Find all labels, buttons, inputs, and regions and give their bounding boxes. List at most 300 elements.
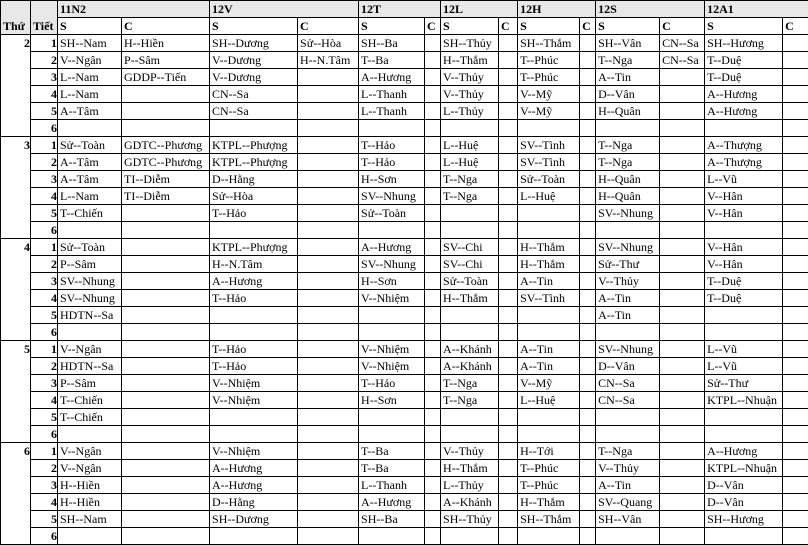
timetable-cell[interactable]: SH--Thủy: [441, 35, 499, 52]
timetable-cell[interactable]: [580, 52, 596, 69]
timetable-cell[interactable]: [783, 460, 808, 477]
timetable-cell[interactable]: [660, 222, 705, 239]
timetable-cell[interactable]: V--Nhiệm: [359, 341, 425, 358]
timetable-cell[interactable]: [580, 426, 596, 443]
timetable-cell[interactable]: [499, 188, 518, 205]
timetable-cell[interactable]: HDTN--Sa: [58, 358, 122, 375]
timetable-cell[interactable]: [359, 409, 425, 426]
period-number-cell[interactable]: 1: [31, 341, 58, 358]
timetable-cell[interactable]: A--Hương: [705, 103, 783, 120]
timetable-cell[interactable]: [425, 52, 441, 69]
timetable-cell[interactable]: [425, 358, 441, 375]
timetable-cell[interactable]: V--Hân: [705, 256, 783, 273]
timetable-cell[interactable]: HDTN--Sa: [58, 307, 122, 324]
timetable-cell[interactable]: [499, 154, 518, 171]
timetable-cell[interactable]: [518, 409, 580, 426]
timetable-cell[interactable]: [783, 477, 808, 494]
timetable-cell[interactable]: T--Nga: [441, 188, 499, 205]
timetable-cell[interactable]: P--Sâm: [122, 52, 210, 69]
timetable-cell[interactable]: [660, 256, 705, 273]
timetable-cell[interactable]: [441, 528, 499, 545]
class-header-12h[interactable]: 12H: [518, 1, 596, 18]
timetable-cell[interactable]: [425, 477, 441, 494]
timetable-cell[interactable]: [499, 375, 518, 392]
timetable-cell[interactable]: [298, 528, 359, 545]
period-number-cell[interactable]: 3: [31, 273, 58, 290]
timetable-cell[interactable]: V--Ngân: [58, 443, 122, 460]
timetable-cell[interactable]: [580, 392, 596, 409]
timetable-cell[interactable]: [783, 307, 808, 324]
timetable-cell[interactable]: [298, 188, 359, 205]
timetable-cell[interactable]: A--Khánh: [441, 341, 499, 358]
timetable-cell[interactable]: L--Vũ: [705, 341, 783, 358]
timetable-cell[interactable]: L--Thanh: [359, 103, 425, 120]
timetable-cell[interactable]: [298, 69, 359, 86]
timetable-cell[interactable]: [210, 426, 298, 443]
timetable-cell[interactable]: [425, 392, 441, 409]
timetable-cell[interactable]: SV--Tình: [518, 154, 580, 171]
timetable-cell[interactable]: [580, 358, 596, 375]
day-cell[interactable]: 4: [1, 239, 31, 341]
timetable-cell[interactable]: L--Huệ: [441, 154, 499, 171]
timetable-cell[interactable]: [298, 273, 359, 290]
timetable-cell[interactable]: [499, 477, 518, 494]
timetable-cell[interactable]: V--Nhiệm: [359, 358, 425, 375]
timetable-cell[interactable]: [499, 171, 518, 188]
timetable-cell[interactable]: Sử--Thư: [705, 375, 783, 392]
timetable-cell[interactable]: [596, 426, 660, 443]
timetable-cell[interactable]: [660, 477, 705, 494]
period-number-cell[interactable]: 3: [31, 69, 58, 86]
timetable-cell[interactable]: [580, 137, 596, 154]
timetable-cell[interactable]: [298, 477, 359, 494]
timetable-cell[interactable]: [298, 154, 359, 171]
timetable-cell[interactable]: [425, 171, 441, 188]
timetable-cell[interactable]: SH--Vân: [596, 35, 660, 52]
timetable-cell[interactable]: L--Vũ: [705, 171, 783, 188]
timetable-cell[interactable]: [660, 239, 705, 256]
timetable-cell[interactable]: [425, 341, 441, 358]
timetable-cell[interactable]: A--Tin: [596, 307, 660, 324]
timetable-cell[interactable]: [705, 409, 783, 426]
timetable-cell[interactable]: T--Ba: [359, 52, 425, 69]
timetable-cell[interactable]: T--Phúc: [518, 477, 580, 494]
timetable-cell[interactable]: [783, 443, 808, 460]
timetable-cell[interactable]: SH--Vân: [596, 511, 660, 528]
timetable-cell[interactable]: T--Phúc: [518, 460, 580, 477]
timetable-cell[interactable]: [298, 86, 359, 103]
timetable-cell[interactable]: [705, 120, 783, 137]
timetable-cell[interactable]: [441, 222, 499, 239]
timetable-cell[interactable]: [298, 341, 359, 358]
timetable-cell[interactable]: [499, 426, 518, 443]
timetable-cell[interactable]: V--Ngân: [58, 460, 122, 477]
session-s-12h[interactable]: S: [518, 18, 580, 35]
timetable-cell[interactable]: Sử--Hòa: [298, 35, 359, 52]
timetable-cell[interactable]: [122, 375, 210, 392]
timetable-cell[interactable]: H--Quân: [596, 103, 660, 120]
timetable-cell[interactable]: [518, 324, 580, 341]
session-c-12a1[interactable]: C: [783, 18, 808, 35]
timetable-cell[interactable]: [783, 171, 808, 188]
timetable-cell[interactable]: [660, 307, 705, 324]
timetable-cell[interactable]: [122, 392, 210, 409]
timetable-cell[interactable]: SV--Nhung: [596, 341, 660, 358]
timetable-cell[interactable]: [441, 120, 499, 137]
timetable-cell[interactable]: CN--Sa: [660, 52, 705, 69]
timetable-cell[interactable]: T--Hảo: [359, 375, 425, 392]
timetable-cell[interactable]: [783, 137, 808, 154]
timetable-cell[interactable]: SH--Thủy: [441, 511, 499, 528]
timetable-cell[interactable]: [441, 324, 499, 341]
timetable-cell[interactable]: [122, 222, 210, 239]
timetable-cell[interactable]: [425, 443, 441, 460]
timetable-cell[interactable]: [298, 171, 359, 188]
session-s-12l[interactable]: S: [441, 18, 499, 35]
timetable-cell[interactable]: Sử--Toàn: [58, 137, 122, 154]
timetable-cell[interactable]: [425, 120, 441, 137]
timetable-cell[interactable]: [580, 460, 596, 477]
timetable-cell[interactable]: A--Tin: [596, 477, 660, 494]
period-number-cell[interactable]: 2: [31, 460, 58, 477]
timetable-cell[interactable]: [518, 528, 580, 545]
timetable-cell[interactable]: [499, 494, 518, 511]
period-number-cell[interactable]: 3: [31, 477, 58, 494]
timetable-cell[interactable]: T--Hảo: [359, 137, 425, 154]
timetable-cell[interactable]: [783, 103, 808, 120]
timetable-cell[interactable]: [783, 392, 808, 409]
timetable-cell[interactable]: [580, 188, 596, 205]
period-number-cell[interactable]: 2: [31, 52, 58, 69]
timetable-cell[interactable]: T--Nga: [441, 392, 499, 409]
timetable-cell[interactable]: [499, 69, 518, 86]
timetable-cell[interactable]: [425, 154, 441, 171]
timetable-cell[interactable]: CN--Sa: [596, 375, 660, 392]
timetable-cell[interactable]: SV--Nhung: [359, 188, 425, 205]
timetable-cell[interactable]: H--Hiền: [122, 35, 210, 52]
period-number-cell[interactable]: 1: [31, 443, 58, 460]
timetable-cell[interactable]: V--Hân: [705, 205, 783, 222]
timetable-cell[interactable]: [499, 392, 518, 409]
timetable-cell[interactable]: [518, 426, 580, 443]
timetable-cell[interactable]: V--Nhiệm: [359, 290, 425, 307]
timetable-cell[interactable]: T--Chiến: [58, 392, 122, 409]
timetable-cell[interactable]: [122, 205, 210, 222]
timetable-cell[interactable]: [298, 460, 359, 477]
period-number-cell[interactable]: 6: [31, 222, 58, 239]
timetable-cell[interactable]: SH--Thắm: [518, 511, 580, 528]
timetable-cell[interactable]: A--Hương: [359, 69, 425, 86]
timetable-cell[interactable]: [660, 290, 705, 307]
timetable-cell[interactable]: [58, 426, 122, 443]
timetable-cell[interactable]: [499, 290, 518, 307]
class-header-12v[interactable]: 12V: [210, 1, 359, 18]
timetable-cell[interactable]: [499, 86, 518, 103]
period-number-cell[interactable]: 1: [31, 35, 58, 52]
timetable-cell[interactable]: Sử--Toàn: [58, 239, 122, 256]
timetable-cell[interactable]: [705, 222, 783, 239]
timetable-cell[interactable]: [298, 494, 359, 511]
session-c-12t[interactable]: C: [425, 18, 441, 35]
timetable-cell[interactable]: A--Thượng: [705, 154, 783, 171]
timetable-cell[interactable]: [660, 528, 705, 545]
timetable-cell[interactable]: [122, 528, 210, 545]
timetable-cell[interactable]: [298, 256, 359, 273]
timetable-cell[interactable]: [425, 528, 441, 545]
timetable-cell[interactable]: [58, 120, 122, 137]
timetable-cell[interactable]: [660, 154, 705, 171]
timetable-cell[interactable]: L--Nam: [58, 188, 122, 205]
timetable-cell[interactable]: [425, 273, 441, 290]
timetable-cell[interactable]: V--Mỹ: [518, 86, 580, 103]
timetable-cell[interactable]: T--Hảo: [210, 358, 298, 375]
timetable-cell[interactable]: [580, 120, 596, 137]
timetable-cell[interactable]: GDTC--Phương: [122, 137, 210, 154]
timetable-cell[interactable]: [359, 222, 425, 239]
timetable-cell[interactable]: [580, 154, 596, 171]
timetable-cell[interactable]: [425, 188, 441, 205]
timetable-cell[interactable]: [783, 341, 808, 358]
timetable-cell[interactable]: L--Huệ: [518, 392, 580, 409]
timetable-cell[interactable]: P--Sâm: [58, 256, 122, 273]
timetable-cell[interactable]: A--Tâm: [58, 103, 122, 120]
timetable-cell[interactable]: [499, 120, 518, 137]
timetable-cell[interactable]: [425, 426, 441, 443]
timetable-cell[interactable]: [499, 460, 518, 477]
timetable-cell[interactable]: [660, 409, 705, 426]
timetable-cell[interactable]: [122, 256, 210, 273]
timetable-cell[interactable]: SV--Nhung: [58, 273, 122, 290]
timetable-cell[interactable]: T--Nga: [441, 375, 499, 392]
period-number-cell[interactable]: 6: [31, 426, 58, 443]
timetable-cell[interactable]: D--Vân: [705, 477, 783, 494]
timetable-cell[interactable]: H--Quân: [596, 188, 660, 205]
timetable-cell[interactable]: [580, 273, 596, 290]
timetable-cell[interactable]: [660, 426, 705, 443]
timetable-cell[interactable]: H--Thắm: [441, 290, 499, 307]
timetable-cell[interactable]: [783, 409, 808, 426]
period-number-cell[interactable]: 6: [31, 120, 58, 137]
timetable-cell[interactable]: [425, 137, 441, 154]
timetable-cell[interactable]: [210, 409, 298, 426]
timetable-cell[interactable]: H--Sơn: [359, 273, 425, 290]
day-cell[interactable]: 3: [1, 137, 31, 239]
timetable-cell[interactable]: A--Hương: [359, 239, 425, 256]
timetable-cell[interactable]: [298, 290, 359, 307]
timetable-cell[interactable]: [596, 409, 660, 426]
timetable-cell[interactable]: [783, 120, 808, 137]
timetable-cell[interactable]: A--Tâm: [58, 154, 122, 171]
timetable-cell[interactable]: [425, 35, 441, 52]
timetable-cell[interactable]: H--N.Tâm: [298, 52, 359, 69]
timetable-cell[interactable]: [298, 409, 359, 426]
timetable-cell[interactable]: [580, 324, 596, 341]
timetable-cell[interactable]: [298, 426, 359, 443]
timetable-cell[interactable]: [298, 511, 359, 528]
timetable-cell[interactable]: [441, 426, 499, 443]
period-number-cell[interactable]: 4: [31, 188, 58, 205]
timetable-cell[interactable]: D--Hằng: [210, 171, 298, 188]
period-number-cell[interactable]: 5: [31, 205, 58, 222]
timetable-cell[interactable]: [122, 86, 210, 103]
timetable-cell[interactable]: [122, 341, 210, 358]
timetable-cell[interactable]: [499, 358, 518, 375]
timetable-cell[interactable]: SH--Nam: [58, 511, 122, 528]
timetable-cell[interactable]: TI--Diễm: [122, 171, 210, 188]
timetable-cell[interactable]: [359, 307, 425, 324]
timetable-cell[interactable]: [580, 86, 596, 103]
timetable-cell[interactable]: SV--Tình: [518, 290, 580, 307]
timetable-cell[interactable]: [705, 528, 783, 545]
period-number-cell[interactable]: 5: [31, 409, 58, 426]
timetable-cell[interactable]: [499, 511, 518, 528]
timetable-cell[interactable]: T--Nga: [596, 443, 660, 460]
timetable-cell[interactable]: [122, 443, 210, 460]
timetable-cell[interactable]: SV--Nhung: [359, 256, 425, 273]
timetable-cell[interactable]: SH--Ba: [359, 511, 425, 528]
day-cell[interactable]: 6: [1, 443, 31, 545]
timetable-cell[interactable]: [783, 188, 808, 205]
timetable-cell[interactable]: [499, 528, 518, 545]
timetable-cell[interactable]: [425, 69, 441, 86]
session-c-12v[interactable]: C: [298, 18, 359, 35]
timetable-cell[interactable]: [783, 239, 808, 256]
session-c-12l[interactable]: C: [499, 18, 518, 35]
timetable-cell[interactable]: [425, 324, 441, 341]
timetable-cell[interactable]: Sử--Thư: [596, 256, 660, 273]
timetable-cell[interactable]: [596, 222, 660, 239]
timetable-cell[interactable]: [58, 324, 122, 341]
timetable-cell[interactable]: [580, 171, 596, 188]
timetable-cell[interactable]: [660, 103, 705, 120]
header-thu[interactable]: Thứ: [1, 1, 31, 35]
timetable-cell[interactable]: SH--Nam: [58, 35, 122, 52]
timetable-cell[interactable]: H--Thắm: [518, 239, 580, 256]
timetable-cell[interactable]: [122, 103, 210, 120]
period-number-cell[interactable]: 3: [31, 171, 58, 188]
period-number-cell[interactable]: 1: [31, 137, 58, 154]
timetable-cell[interactable]: L--Thủy: [441, 477, 499, 494]
class-header-12s[interactable]: 12S: [596, 1, 705, 18]
timetable-cell[interactable]: SV--Chi: [441, 239, 499, 256]
timetable-cell[interactable]: KTPL--Nhuận: [705, 460, 783, 477]
timetable-cell[interactable]: H--Hiền: [58, 494, 122, 511]
timetable-cell[interactable]: [441, 307, 499, 324]
timetable-cell[interactable]: T--Chiến: [58, 409, 122, 426]
timetable-cell[interactable]: [660, 494, 705, 511]
timetable-cell[interactable]: [499, 409, 518, 426]
timetable-cell[interactable]: [359, 324, 425, 341]
timetable-cell[interactable]: [783, 375, 808, 392]
timetable-cell[interactable]: T--Nga: [441, 171, 499, 188]
timetable-cell[interactable]: [499, 256, 518, 273]
timetable-cell[interactable]: [441, 205, 499, 222]
timetable-cell[interactable]: [122, 290, 210, 307]
timetable-cell[interactable]: [210, 120, 298, 137]
period-number-cell[interactable]: 3: [31, 375, 58, 392]
timetable-cell[interactable]: [783, 511, 808, 528]
timetable-cell[interactable]: D--Vân: [705, 494, 783, 511]
timetable-cell[interactable]: T--Nga: [596, 52, 660, 69]
timetable-cell[interactable]: [122, 409, 210, 426]
timetable-cell[interactable]: [783, 256, 808, 273]
timetable-cell[interactable]: [210, 307, 298, 324]
header-tiet[interactable]: Tiết: [31, 1, 58, 35]
timetable-cell[interactable]: SV--Nhung: [596, 239, 660, 256]
timetable-cell[interactable]: T--Duệ: [705, 69, 783, 86]
timetable-cell[interactable]: [499, 307, 518, 324]
timetable-cell[interactable]: [122, 358, 210, 375]
timetable-cell[interactable]: V--Dương: [210, 52, 298, 69]
timetable-cell[interactable]: [596, 528, 660, 545]
timetable-cell[interactable]: [210, 528, 298, 545]
timetable-cell[interactable]: V--Mỹ: [518, 103, 580, 120]
period-number-cell[interactable]: 2: [31, 358, 58, 375]
timetable-cell[interactable]: V--Thủy: [441, 443, 499, 460]
timetable-cell[interactable]: [783, 69, 808, 86]
timetable-cell[interactable]: GDDP--Tiến: [122, 69, 210, 86]
timetable-cell[interactable]: T--Hảo: [210, 341, 298, 358]
period-number-cell[interactable]: 5: [31, 511, 58, 528]
timetable-cell[interactable]: V--Thủy: [596, 273, 660, 290]
timetable-cell[interactable]: KTPL--Phượng: [210, 154, 298, 171]
timetable-cell[interactable]: H--Thắm: [441, 460, 499, 477]
timetable-cell[interactable]: [122, 426, 210, 443]
timetable-cell[interactable]: [783, 324, 808, 341]
session-c-12h[interactable]: C: [580, 18, 596, 35]
period-number-cell[interactable]: 4: [31, 290, 58, 307]
timetable-cell[interactable]: A--Tin: [596, 290, 660, 307]
timetable-cell[interactable]: SV--Quang: [596, 494, 660, 511]
timetable-cell[interactable]: [425, 222, 441, 239]
timetable-cell[interactable]: H--Sơn: [359, 392, 425, 409]
timetable-cell[interactable]: SH--Dương: [210, 511, 298, 528]
timetable-cell[interactable]: [580, 205, 596, 222]
timetable-cell[interactable]: A--Khánh: [441, 358, 499, 375]
timetable-cell[interactable]: [499, 273, 518, 290]
timetable-cell[interactable]: T--Duệ: [705, 273, 783, 290]
timetable-cell[interactable]: [298, 307, 359, 324]
period-number-cell[interactable]: 5: [31, 103, 58, 120]
timetable-cell[interactable]: [425, 205, 441, 222]
timetable-cell[interactable]: [499, 239, 518, 256]
timetable-cell[interactable]: [660, 341, 705, 358]
timetable-cell[interactable]: SV--Tình: [518, 137, 580, 154]
timetable-cell[interactable]: A--Hương: [359, 494, 425, 511]
timetable-cell[interactable]: A--Tin: [518, 358, 580, 375]
timetable-cell[interactable]: T--Duệ: [705, 52, 783, 69]
timetable-cell[interactable]: [425, 86, 441, 103]
timetable-cell[interactable]: [580, 494, 596, 511]
timetable-cell[interactable]: A--Tin: [518, 341, 580, 358]
timetable-cell[interactable]: [425, 511, 441, 528]
timetable-cell[interactable]: [210, 324, 298, 341]
timetable-cell[interactable]: T--Phúc: [518, 52, 580, 69]
timetable-cell[interactable]: [660, 205, 705, 222]
timetable-cell[interactable]: [660, 120, 705, 137]
timetable-cell[interactable]: T--Phúc: [518, 69, 580, 86]
timetable-cell[interactable]: A--Hương: [210, 273, 298, 290]
timetable-cell[interactable]: [298, 137, 359, 154]
timetable-cell[interactable]: GDTC--Phương: [122, 154, 210, 171]
timetable-cell[interactable]: [518, 307, 580, 324]
timetable-cell[interactable]: [580, 69, 596, 86]
period-number-cell[interactable]: 2: [31, 256, 58, 273]
timetable-cell[interactable]: [580, 256, 596, 273]
timetable-cell[interactable]: [596, 120, 660, 137]
timetable-cell[interactable]: [425, 307, 441, 324]
timetable-cell[interactable]: [298, 103, 359, 120]
